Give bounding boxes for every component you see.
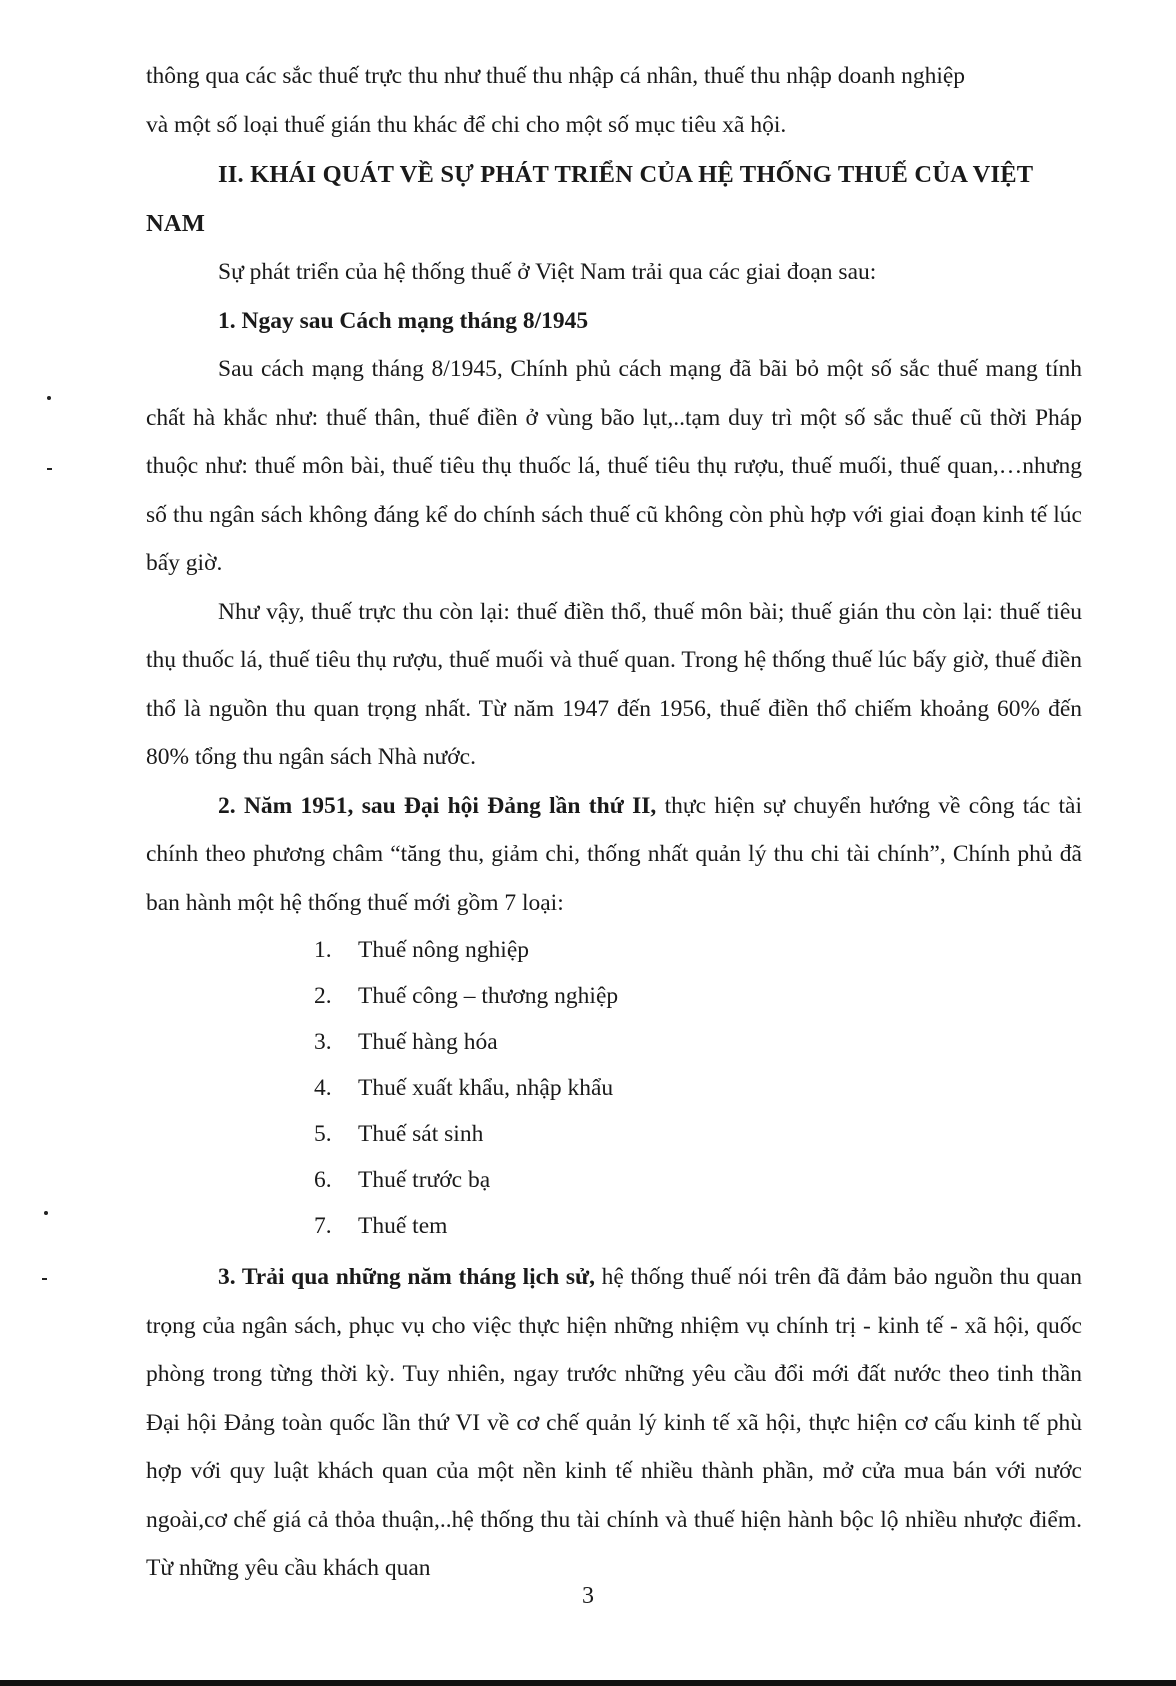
list-item bbox=[146, 1111, 1082, 1157]
list-item bbox=[146, 1065, 1082, 1111]
scan-border bbox=[0, 1680, 1176, 1686]
scan-mark bbox=[47, 396, 51, 400]
subsection-3-text: hệ thống thuế nói trên đã đảm bảo nguồn thu quan trọng của ngân sách, phục vụ cho việc thực hiện những nhiệm vụ chính trị - kinh tế - xã hội, quốc phòng trong từng thời kỳ. Tuy nhiên, ngay trước những yêu cầu đổi mới đất nước theo tinh thần Đại hội Đảng toàn quốc lần thứ VI về cơ chế quản lý kinh tế xã hội, thực hiện cơ cấu kinh tế phù hợp với quy luật khách quan của một nền kinh tế nhiều thành phần, mở cửa mua bán với nước ngoài,cơ chế giá cả thỏa thuận,..hệ thống thu tài chính và thuế hiện hành bộc lộ nhiều nhược điểm. Từ những yêu cầu khách quan bbox=[146, 1264, 1082, 1581]
list-number: 3. bbox=[314, 1029, 332, 1055]
subsection-2-heading: 2. Năm 1951, sau Đại hội Đảng lần thứ II, bbox=[218, 792, 657, 819]
subsection-3-heading: 3. Trải qua những năm tháng lịch sử, bbox=[218, 1264, 595, 1290]
list-item bbox=[146, 1019, 1082, 1065]
subsection-1-paragraph-1: Sau cách mạng tháng 8/1945, Chính phủ cách mạng đã bãi bỏ một số sắc thuế mang tính chất hà khắc như: thuế thân, thuế điền ở vùng bão lụt,..tạm duy trì một số sắc thuế cũ thời Pháp thuộc như: thuế môn bài, thuế tiêu thụ thuốc lá, thuế tiêu thụ rượu, thuế muối, thuế quan,…nhưng số thu ngân sách không đáng kể do chính sách thuế cũ không còn phù hợp với giai đoạn kinh tế lúc bấy giờ. bbox=[146, 356, 1082, 576]
scan-mark bbox=[42, 1278, 47, 1280]
intro-line-1: thông qua các sắc thuế trực thu như thuế thu nhập cá nhân, thuế thu nhập doanh nghiệp bbox=[146, 63, 966, 89]
list-label: Thuế xuất khẩu, nhập khẩu bbox=[358, 1075, 614, 1101]
list-item bbox=[146, 973, 1082, 1019]
section-heading-continued: NAM bbox=[146, 209, 206, 237]
list-item bbox=[146, 927, 1082, 973]
list-item bbox=[146, 1203, 1082, 1249]
scan-mark bbox=[44, 1211, 48, 1215]
list-item bbox=[146, 1157, 1082, 1203]
page-number: 3 bbox=[582, 1583, 594, 1609]
subsection-2-paragraph bbox=[146, 782, 1082, 928]
list-number: 4. bbox=[314, 1075, 332, 1101]
list-label: Thuế sát sinh bbox=[358, 1121, 484, 1147]
list-label: Thuế hàng hóa bbox=[358, 1029, 498, 1055]
intro-block bbox=[146, 52, 1082, 1593]
subsection-1-heading: 1. Ngay sau Cách mạng tháng 8/1945 bbox=[218, 307, 589, 334]
section-intro: Sự phát triển của hệ thống thuế ở Việt Nam trải qua các giai đoạn sau: bbox=[218, 259, 877, 285]
list-label: Thuế nông nghiệp bbox=[358, 937, 529, 963]
subsection-3-paragraph bbox=[146, 1253, 1082, 1593]
subsection-1-paragraph-2: Như vậy, thuế trực thu còn lại: thuế điền thổ, thuế môn bài; thuế gián thu còn lại: thuế tiêu thụ thuốc lá, thuế tiêu thụ rượu, thuế muối và thuế quan. Trong hệ thống thuế lúc bấy giờ, thuế điền thổ là nguồn thu quan trọng nhất. Từ năm 1947 đến 1956, thuế điền thổ chiếm khoảng 60% đến 80% tổng thu ngân sách Nhà nước. bbox=[146, 598, 1082, 770]
section-heading: II. KHÁI QUÁT VỀ SỰ PHÁT TRIỂN CỦA HỆ THỐNG THUẾ CỦA VIỆT bbox=[218, 161, 1034, 188]
list-label: Thuế trước bạ bbox=[358, 1167, 491, 1193]
list-number: 5. bbox=[314, 1121, 332, 1147]
subsection-2-text: thực hiện sự chuyển hướng về công tác tài chính theo phương châm “tăng thu, giảm chi, thống nhất quản lý thu chi tài chính”, Chính phủ đã ban hành một hệ thống thuế mới gồm 7 loại: bbox=[146, 792, 1082, 916]
intro-line-2: và một số loại thuế gián thu khác để chi cho một số mục tiêu xã hội. bbox=[146, 111, 787, 138]
list-number: 1. bbox=[314, 937, 332, 963]
list-number: 7. bbox=[314, 1213, 332, 1239]
list-number: 6. bbox=[314, 1167, 332, 1193]
scan-mark bbox=[47, 468, 52, 470]
list-number: 2. bbox=[314, 983, 332, 1009]
tax-list bbox=[146, 927, 1082, 1249]
list-label: Thuế tem bbox=[358, 1213, 448, 1239]
list-label: Thuế công – thương nghiệp bbox=[358, 983, 619, 1009]
